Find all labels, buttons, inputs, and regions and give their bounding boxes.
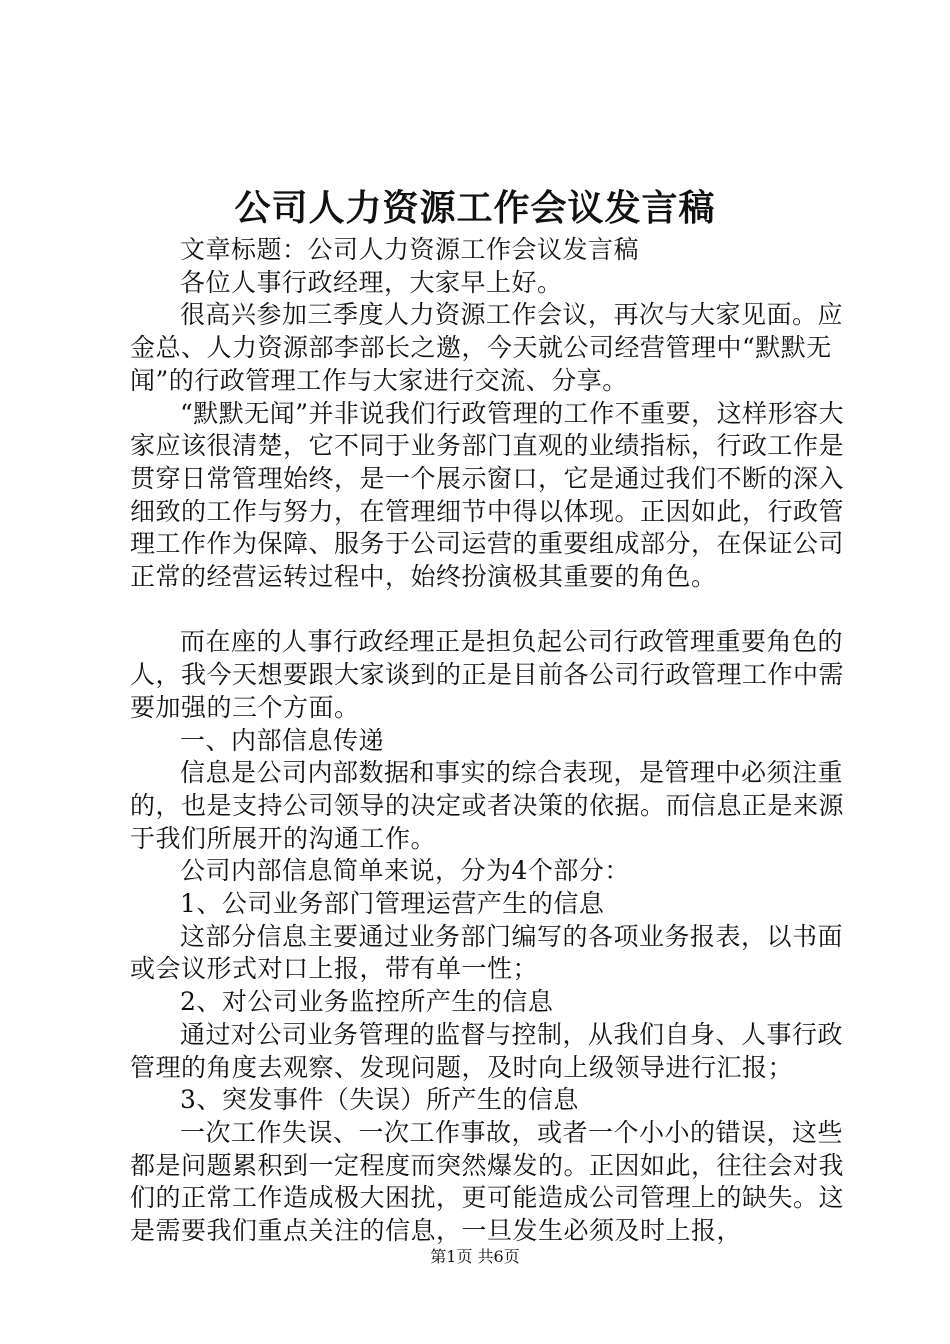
document-title: 公司人力资源工作会议发言稿 bbox=[234, 187, 716, 229]
paragraph-info-parts: 公司内部信息简单来说，分为4个部分： bbox=[180, 856, 630, 886]
paragraph-item-1: 这部分信息主要通过业务部门编写的各项业务报表，以书面或会议形式对口上报，带有单一性； bbox=[130, 921, 844, 984]
page-number-footer: 第1页 共6页 bbox=[430, 1247, 520, 1266]
section-heading-internal-info: 一、内部信息传递 bbox=[180, 725, 385, 755]
paragraph-item-2: 通过对公司业务管理的监督与控制，从我们自身、人事行政管理的角度去观察、发现问题，及时向上级领导进行汇报； bbox=[130, 1019, 844, 1082]
paragraph-article-title: 文章标题：公司人力资源工作会议发言稿 bbox=[180, 235, 640, 264]
paragraph-info-definition: 信息是公司内部数据和事实的综合表现，是管理中必须注重的，也是支持公司领导的决定或者决策的依据。而信息正是来源于我们所展开的沟通工作。 bbox=[130, 758, 845, 853]
paragraph-greeting: 各位人事行政经理，大家早上好。 bbox=[180, 267, 563, 297]
list-item-heading-2: 2、对公司业务监控所产生的信息 bbox=[180, 987, 554, 1017]
paragraph-admin-role: “默默无闻”并非说我们行政管理的工作不重要，这样形容大家应该很清楚，它不同于业务部门直观的业绩指标，行政工作是贯穿日常管理始终，是一个展示窗口，它是通过我们不断的深入细致的工作与努力，在管理细节中得以体现。正因如此，行政管理工作作为保障、服务于公司运营的重要组成部分，在保证公司正常的经营运转过程中，始终扮演极其重要的角色。 bbox=[130, 398, 845, 592]
paragraph-item-3: 一次工作失误、一次工作事故，或者一个小小的错误，这些都是问题累积到一定程度而突然爆发的。正因如此，往往会对我们的正常工作造成极大困扰，更可能造成公司管理上的缺失。这是需要我们重点关注的信息，一旦发生必须及时上报， bbox=[130, 1117, 845, 1246]
paragraph-intro: 很高兴参加三季度人力资源工作会议，再次与大家见面。应金总、人力资源部李部长之邀，今天就公司经营管理中“默默无闻”的行政管理工作与大家进行交流、分享。 bbox=[130, 300, 844, 395]
list-item-heading-1: 1、公司业务部门管理运营产生的信息 bbox=[180, 889, 605, 919]
document-body bbox=[130, 234, 850, 1248]
list-item-heading-3: 3、突发事件（失误）所产生的信息 bbox=[180, 1085, 579, 1115]
paragraph-three-aspects: 而在座的人事行政经理正是担负起公司行政管理重要角色的人，我今天想要跟大家谈到的正是目前各公司行政管理工作中需要加强的三个方面。 bbox=[130, 627, 845, 722]
